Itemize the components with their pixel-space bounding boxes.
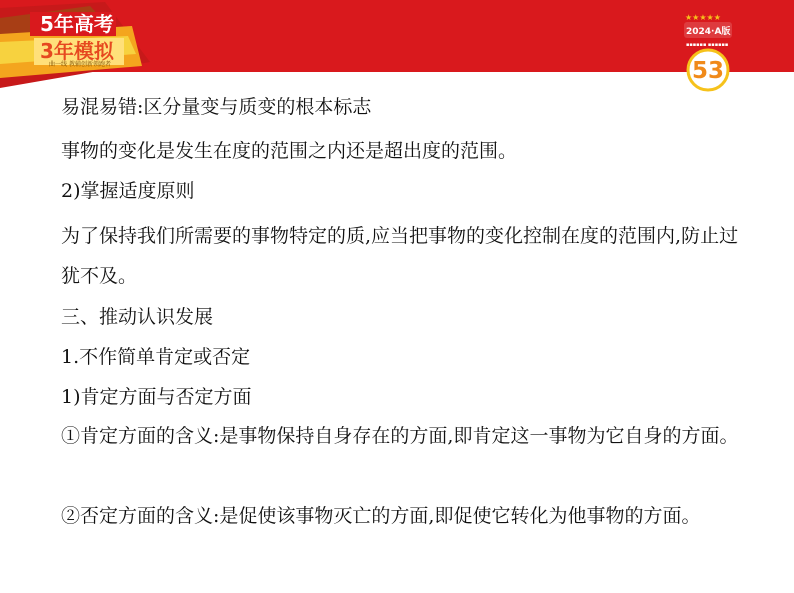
logo-title-bottom: 3年模拟 — [40, 39, 114, 63]
section-heading: 三、推动认识发展 — [61, 306, 214, 328]
text-line: 事物的变化是发生在度的范围之内还是超出度的范围。 — [61, 140, 518, 162]
subheading: 2)掌握适度原则 — [61, 180, 195, 202]
paragraph: ②否定方面的含义:是促使该事物灭亡的方面,即促使它转化为他事物的方面。 — [61, 505, 701, 527]
badge-year: 2024·A版 — [686, 27, 731, 37]
subheading: 1.不作简单肯定或否定 — [61, 346, 251, 368]
paragraph: ①肯定方面的含义:是事物保持自身存在的方面,即肯定这一事物为它自身的方面。 — [61, 425, 739, 447]
brand-logo — [0, 0, 150, 88]
badge-number: 53 — [691, 58, 725, 84]
tip-heading: 易混易错:区分量变与质变的根本标志 — [61, 96, 372, 118]
badge-subtitle: ▪▪▪▪▪▪ ▪▪▪▪▪▪ — [686, 42, 729, 48]
logo-title-top: 5年高考 — [40, 12, 114, 36]
subheading: 1)肯定方面与否定方面 — [61, 386, 252, 408]
edition-badge — [680, 8, 736, 98]
logo-caption: 曲一线 教辅创新领跑者 — [49, 61, 111, 68]
paragraph: 为了保持我们所需要的事物特定的质,应当把事物的变化控制在度的范围内,防止过犹不及。 — [61, 225, 739, 287]
badge-stars: ★★★★★ — [685, 13, 721, 22]
